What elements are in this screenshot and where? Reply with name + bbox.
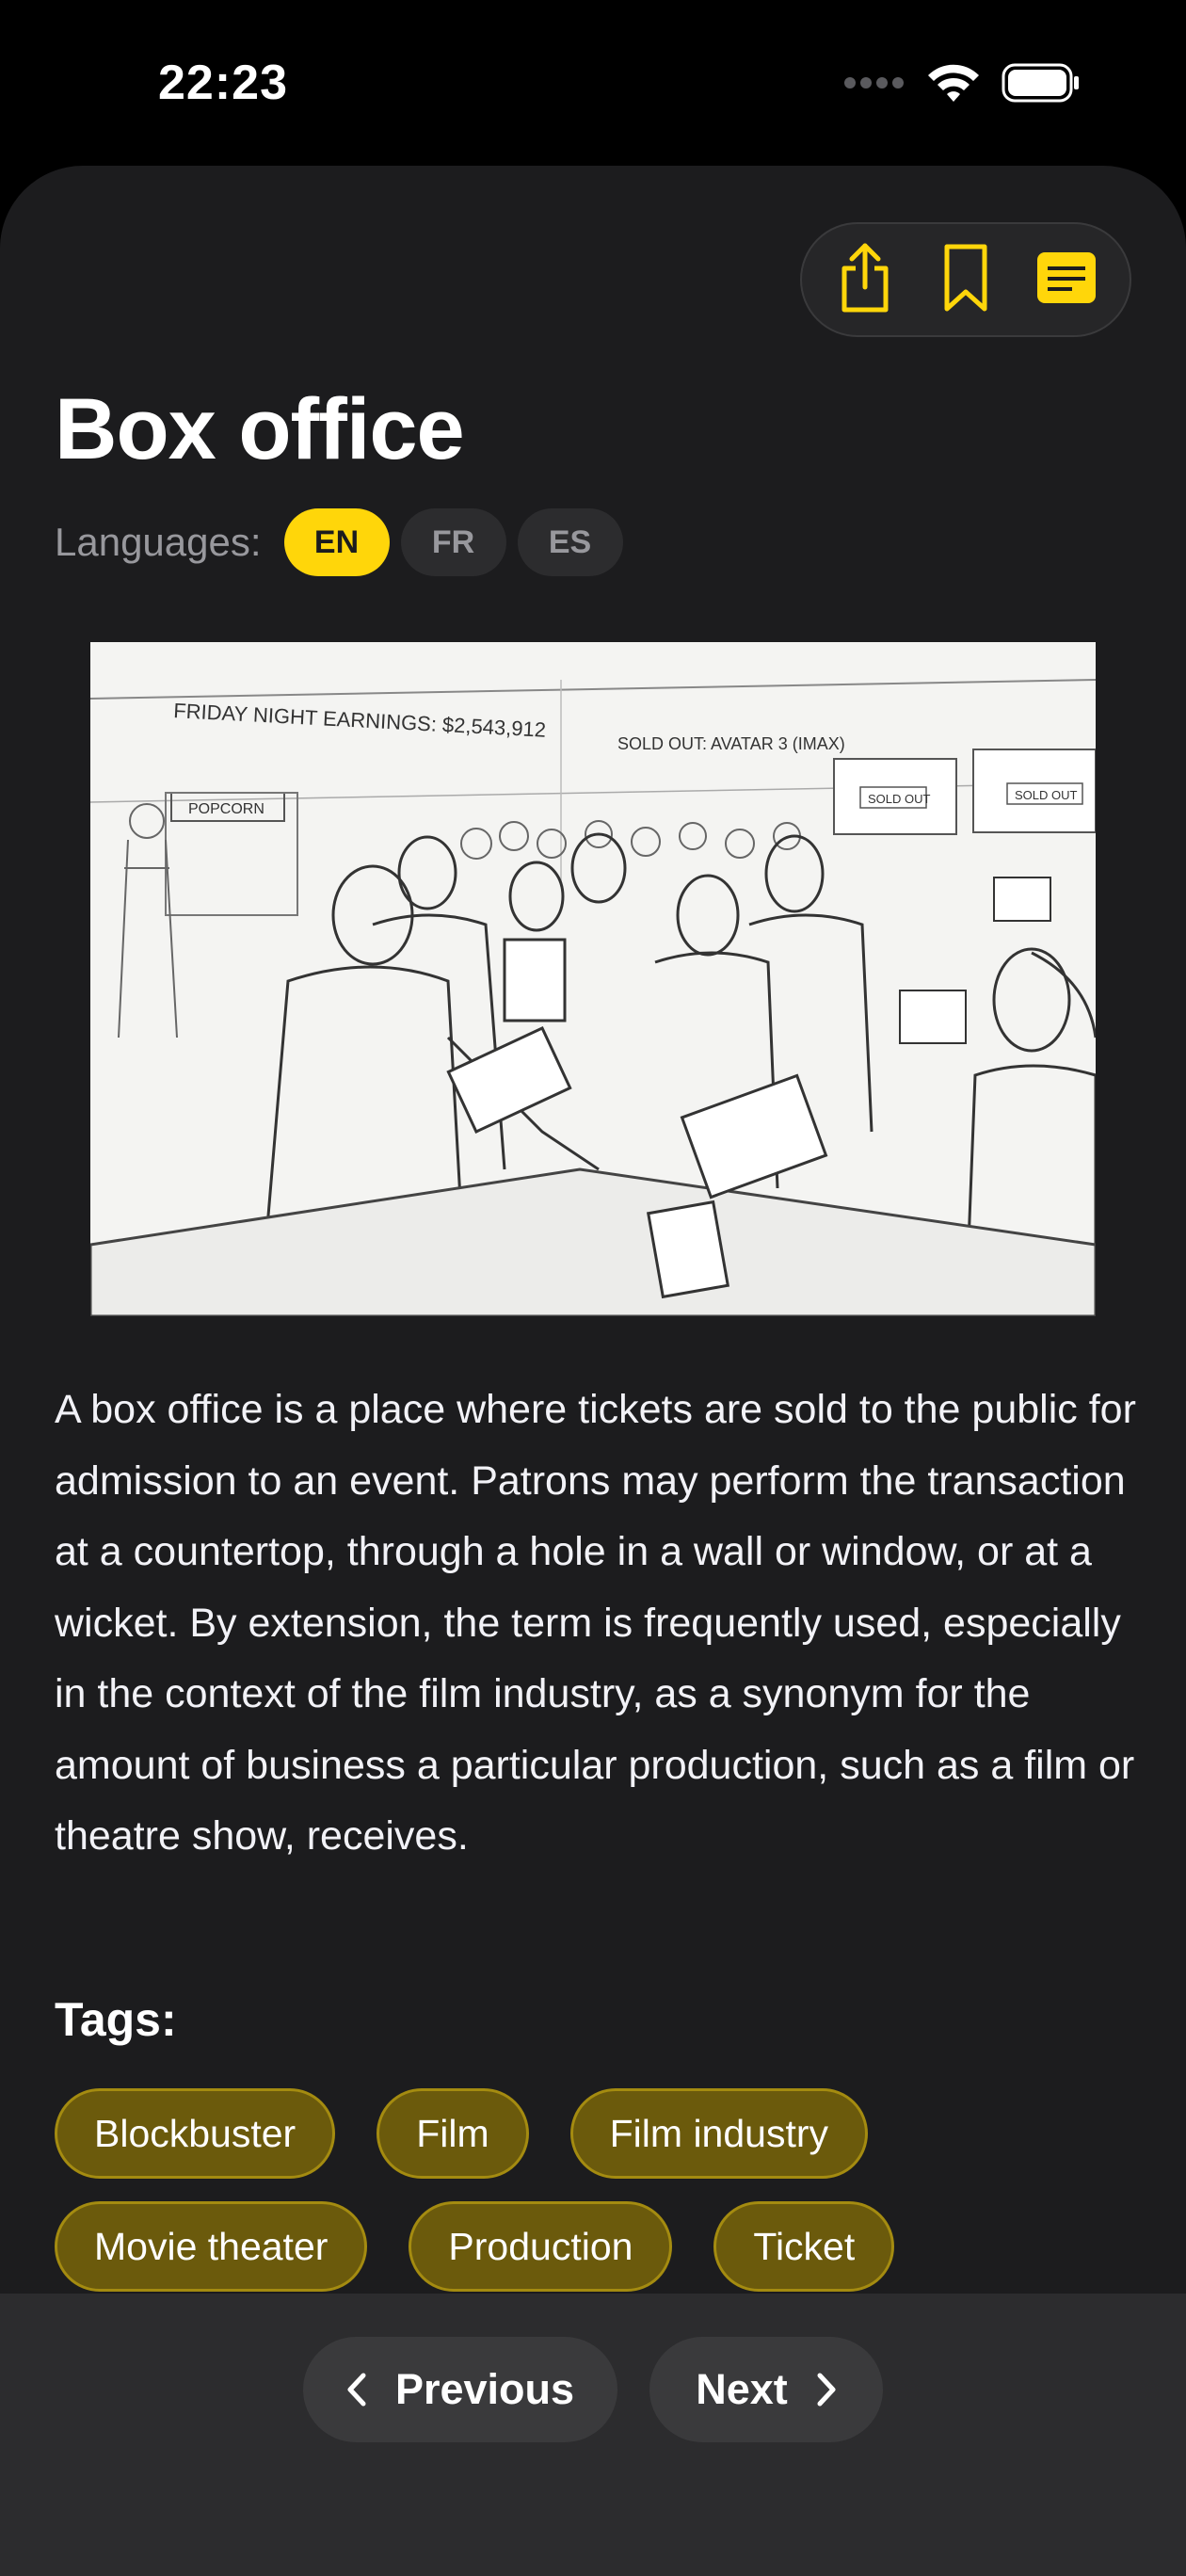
notes-button[interactable] — [1024, 237, 1109, 322]
box-office-illustration — [90, 642, 1096, 1316]
content-sheet — [0, 166, 1186, 2576]
screen-sold-out-text-1: SOLD OUT — [868, 792, 931, 806]
previous-button[interactable] — [303, 2337, 617, 2442]
chevron-right-icon — [816, 2372, 837, 2407]
wifi-icon — [926, 62, 981, 108]
next-label: Next — [696, 2365, 788, 2413]
status-bar — [0, 0, 1186, 166]
language-es-button[interactable]: ES — [518, 508, 623, 576]
status-time: 22:23 — [158, 56, 288, 110]
tag-ticket[interactable]: Ticket — [713, 2201, 894, 2292]
previous-label: Previous — [394, 2365, 575, 2413]
status-icons — [843, 62, 1081, 108]
article-toolbar — [800, 222, 1131, 337]
languages-label: Languages: — [55, 520, 262, 564]
sold-out-sign-text: SOLD OUT: AVATAR 3 (IMAX) — [617, 734, 845, 753]
earnings-sign-text: FRIDAY NIGHT EARNINGS: $2,543,912 — [172, 699, 547, 742]
screen-sold-out-text-2: SOLD OUT — [1015, 788, 1078, 802]
share-button[interactable] — [823, 237, 907, 322]
article-description: A box office is a place where tickets are sold to the public for admission to an event. Patrons may perform the transaction at a countertop, through a hole in a wall or window, or at a wicket. By extension, the term is frequently used, especially in the context of the film industry, as a synonym for the amount of business a particular production, such as a film or theatre show, receives. — [55, 1387, 1136, 1859]
language-fr-button[interactable]: FR — [401, 508, 506, 576]
share-icon — [837, 242, 893, 318]
tag-movie-theater[interactable]: Movie theater — [55, 2201, 367, 2292]
popcorn-sign-text: POPCORN — [188, 801, 264, 817]
next-button[interactable] — [649, 2337, 883, 2442]
bottom-navigation-bar — [0, 2294, 1186, 2576]
page-title: Box office — [55, 381, 464, 477]
chevron-left-icon — [346, 2372, 367, 2407]
tag-production[interactable]: Production — [409, 2201, 672, 2292]
battery-icon — [1002, 63, 1081, 107]
bookmark-icon — [943, 243, 988, 317]
tag-film-industry[interactable]: Film industry — [570, 2088, 868, 2179]
tags-heading: Tags: — [55, 1993, 177, 2046]
signal-dots-icon — [843, 76, 906, 94]
tag-list — [55, 2088, 1137, 2314]
notes-icon — [1034, 250, 1098, 311]
language-selector — [55, 508, 634, 576]
bookmark-button[interactable] — [923, 237, 1008, 322]
language-en-button[interactable]: EN — [284, 508, 390, 576]
tag-blockbuster[interactable]: Blockbuster — [55, 2088, 335, 2179]
tag-film[interactable]: Film — [377, 2088, 528, 2179]
